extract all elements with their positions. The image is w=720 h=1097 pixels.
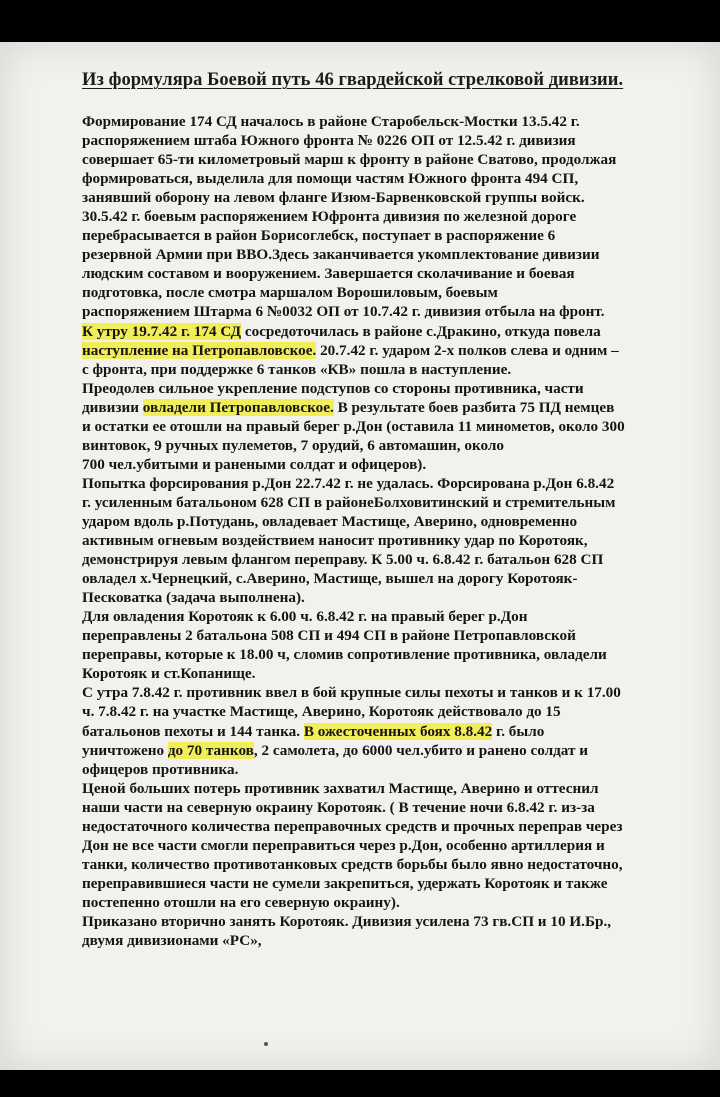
text-line: [82, 455, 712, 474]
text-segment: распоряжением штаба Южного фронта № 0226 ОП от 12.5.42 г. дивизия: [82, 132, 576, 150]
text-segment: ударом вдоль р.Потудань, овладевает Мастище, Аверино, одновременно: [82, 512, 578, 530]
text-line: [82, 302, 712, 321]
text-line: [82, 531, 712, 550]
text-line: [82, 226, 712, 245]
text-segment: переправившиеся части не сумели закрепиться, удержать Коротояк и также: [82, 874, 608, 892]
text-segment: подготовка, после смотра маршалом Ворошиловым, боевым: [82, 284, 498, 302]
text-segment: наши части на северную окраину Коротояк. ( В течение ночи 6.8.42 г. из-за: [82, 798, 595, 816]
text-segment: В результате боев разбита 75 ПД немцев: [333, 398, 615, 416]
text-line: [82, 664, 712, 683]
highlighted-text: К утру 19.7.42 г. 174 СД: [82, 322, 242, 340]
text-segment: Ценой больших потерь противник захватил Мастище, Аверино и оттеснил: [82, 779, 599, 797]
text-segment: и остатки ее отошли на правый берег р.Дон (оставила 11 минометов, около 300: [82, 417, 625, 435]
text-segment: активным огневым воздействием наносит противнику удар по Коротояк,: [82, 532, 588, 550]
text-segment: Для овладения Коротояк к 6.00 ч. 6.8.42 г. на правый берег р.Дон: [82, 608, 528, 626]
text-line: [82, 626, 712, 645]
text-line: [82, 874, 712, 893]
text-segment: Формирование 174 СД началось в районе Старобельск-Мостки 13.5.42 г.: [82, 113, 580, 130]
text-segment: Песковатка (задача выполнена).: [82, 589, 305, 607]
text-line: [82, 817, 712, 836]
text-segment: сосредоточилась в районе с.Дракино, откуда повела: [241, 322, 601, 340]
text-segment: г. усиленным батальоном 628 СП в районеБолховитинский и стремительным: [82, 493, 616, 511]
text-segment: резервной Армии при ВВО.Здесь заканчивается укомплектование дивизии: [82, 246, 600, 264]
text-segment: офицеров противника.: [82, 760, 239, 778]
text-segment: танки, количество противотанковых средств борьбы было явно недостаточно,: [82, 855, 623, 873]
text-line: [82, 188, 712, 207]
text-line: [82, 607, 712, 626]
document-page: [0, 42, 720, 1070]
text-segment: овладел х.Чернецкий, с.Аверино, Мастище, вышел на дорогу Коротояк-: [82, 570, 578, 588]
text-segment: 30.5.42 г. боевым распоряжением Юфронта дивизия по железной дороге: [82, 208, 577, 226]
text-line: [82, 550, 712, 569]
text-line: [82, 398, 712, 417]
text-line: [82, 245, 712, 264]
text-line: [82, 512, 712, 531]
text-line: [82, 131, 712, 150]
text-segment: перебрасывается в район Борисоглебск, поступает в распоряжение 6: [82, 227, 556, 245]
text-line: [82, 283, 712, 302]
text-segment: Приказано вторично занять Коротояк. Дивизия усилена 73 гв.СП и 10 И.Бр.,: [82, 912, 612, 930]
text-segment: постепенно отошли на его северную окраину).: [82, 893, 400, 911]
text-segment: 20.7.42 г. ударом 2-х полков слева и одним –: [316, 341, 619, 359]
text-line: [82, 931, 712, 950]
text-line: [82, 722, 712, 741]
highlighted-text: В ожесточенных боях 8.8.42: [303, 722, 493, 740]
highlighted-text: наступление на Петропавловское.: [82, 341, 317, 359]
text-segment: уничтожено: [82, 741, 168, 759]
text-line: [82, 855, 712, 874]
text-segment: 700 чел.убитыми и ранеными солдат и офицеров).: [82, 455, 427, 473]
text-line: [82, 112, 712, 131]
text-line: [82, 341, 712, 360]
document-title: Из формуляра Боевой путь 46 гвардейской стрелковой дивизии.: [82, 70, 624, 90]
text-segment: Коротояк и ст.Копанище.: [82, 665, 256, 683]
text-line: [82, 645, 712, 664]
text-line: [82, 683, 712, 702]
text-segment: ч. 7.8.42 г. на участке Мастище, Аверино, Коротояк действовало до 15: [82, 703, 561, 721]
text-line: [82, 798, 712, 817]
text-line: [82, 360, 712, 379]
text-segment: , 2 самолета, до 6000 чел.убито и ранено солдат и: [253, 741, 589, 759]
text-segment: занявший оборону на левом фланге Изюм-Барвенковской группы войск.: [82, 189, 585, 207]
text-segment: переправлены 2 батальона 508 СП и 494 СП в районе Петропавловской: [82, 627, 576, 645]
text-segment: Попытка форсирования р.Дон 22.7.42 г. не удалась. Форсирована р.Дон 6.8.42: [82, 474, 615, 492]
text-line: [82, 493, 712, 512]
text-segment: с фронта, при поддержке 6 танков «КВ» пошла в наступление.: [82, 360, 512, 378]
text-line: [82, 417, 712, 436]
text-line: [82, 702, 712, 721]
text-segment: С утра 7.8.42 г. противник ввел в бой крупные силы пехоты и танков и к 17.00: [82, 684, 621, 702]
text-line: [82, 760, 712, 779]
text-segment: демонстрируя левым флангом переправу. К 5.00 ч. 6.8.42 г. батальон 628 СП: [82, 551, 604, 569]
highlighted-text: до 70 танков: [167, 741, 254, 759]
text-line: [82, 169, 712, 188]
text-segment: совершает 65-ти километровый марш к фронту в районе Сватово, продолжая: [82, 151, 617, 169]
text-segment: Преодолев сильное укрепление подступов со стороны противника, части: [82, 379, 584, 397]
text-segment: переправы, которые к 18.00 ч, сломив сопротивление противника, овладели: [82, 646, 607, 664]
page-dot: [264, 1042, 268, 1046]
text-line: [82, 207, 712, 226]
text-line: [82, 322, 712, 341]
text-line: [82, 588, 712, 607]
watermark-mark: [694, 997, 710, 1065]
text-segment: г. было: [492, 722, 545, 740]
text-line: [82, 436, 712, 455]
text-line: [82, 264, 712, 283]
text-segment: винтовок, 9 ручных пулеметов, 7 орудий, 6 автомашин, около: [82, 436, 505, 454]
text-line: [82, 741, 712, 760]
text-segment: батальонов пехоты и 144 танка.: [82, 722, 304, 740]
text-segment: дивизии: [82, 398, 143, 416]
text-segment: людским составом и вооружением. Завершается сколачивание и боевая: [82, 265, 575, 283]
text-segment: Дон не все части смогли переправиться через р.Дон, особенно артиллерия и: [82, 836, 605, 854]
highlighted-text: овладели Петропавловское.: [142, 398, 334, 416]
text-segment: недостаточного количества переправочных средств и прочных переправ через: [82, 817, 623, 835]
text-segment: распоряжением Штарма 6 №0032 ОП от 10.7.42 г. дивизия отбыла на фронт.: [82, 303, 605, 321]
text-line: [82, 379, 712, 398]
document-body: [82, 112, 712, 950]
text-line: [82, 836, 712, 855]
text-line: [82, 912, 712, 931]
text-segment: формироваться, выделила для помощи частям Южного фронта 494 СП,: [82, 170, 579, 188]
text-segment: двумя дивизионами «РС»,: [82, 932, 262, 950]
text-line: [82, 474, 712, 493]
text-line: [82, 569, 712, 588]
text-line: [82, 150, 712, 169]
text-line: [82, 893, 712, 912]
text-line: [82, 779, 712, 798]
